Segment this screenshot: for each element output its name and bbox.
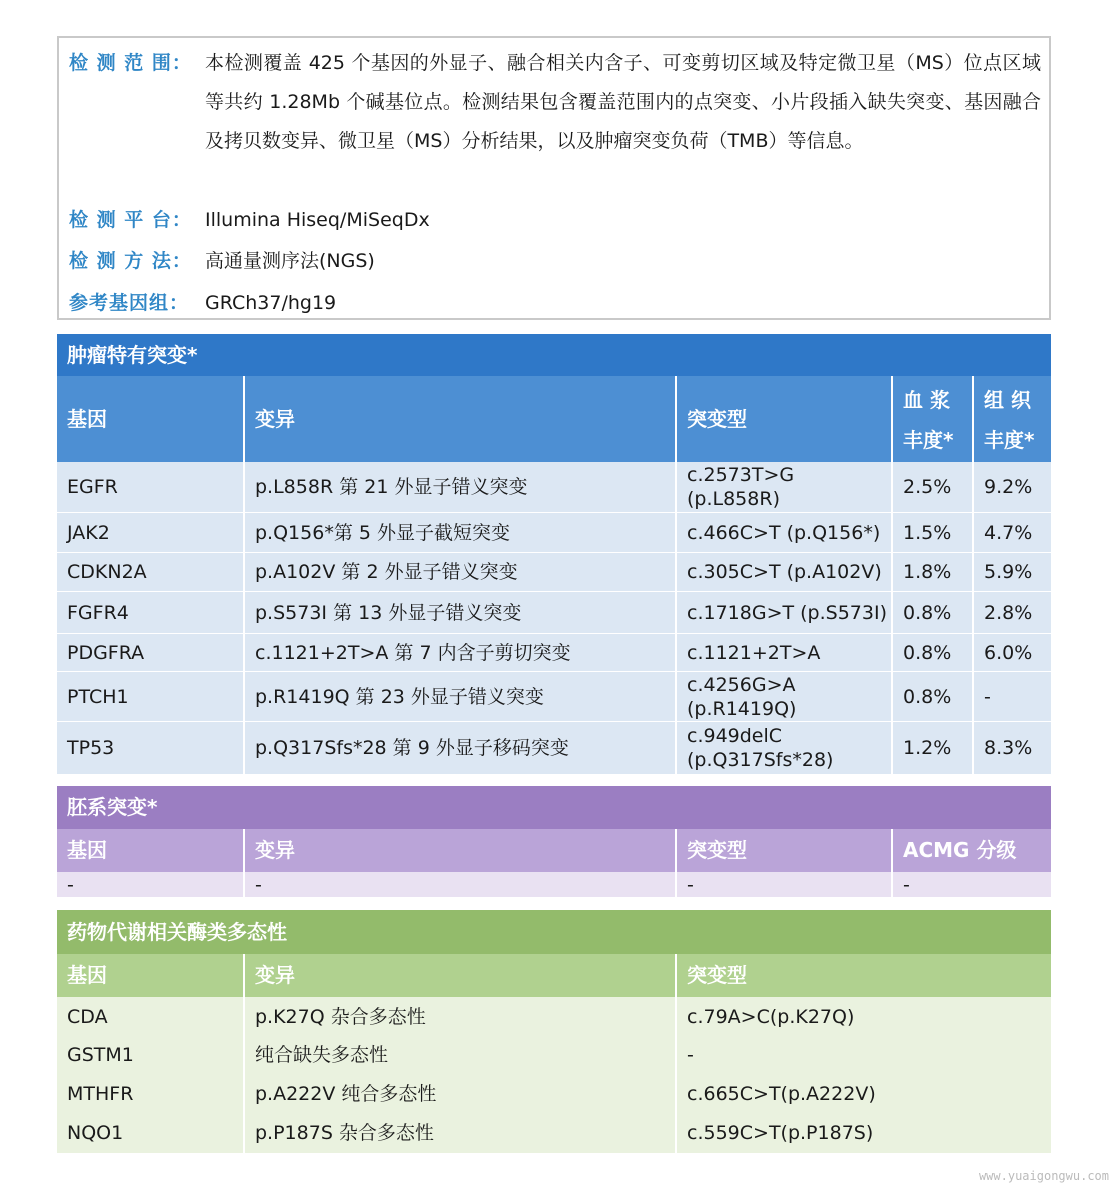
header-variant: 变异 — [255, 407, 295, 431]
cell-variant: p.K27Q 杂合多态性 — [255, 1005, 426, 1028]
header-mutation-type: 突变型 — [687, 838, 747, 862]
header-tissue-abundance — [974, 376, 1051, 462]
header-gene: 基因 — [67, 838, 107, 862]
col-divider — [675, 376, 677, 774]
cell-plasma-abundance: 1.8% — [903, 561, 952, 583]
cell-mutation-type: c.466C>T (p.Q156*) — [687, 521, 881, 544]
header-tissue-line2: 丰度* — [984, 428, 1035, 452]
info-box — [57, 36, 1051, 320]
cell-tissue-abundance: 6.0% — [984, 641, 1033, 664]
cell-tissue-abundance: - — [984, 685, 991, 708]
tumor-section — [57, 334, 1051, 774]
cell-variant: p.L858R 第 21 外显子错义突变 — [255, 476, 528, 498]
cell-tissue-abundance: 4.7% — [984, 521, 1033, 544]
header-gene: 基因 — [67, 407, 107, 431]
cell-mutation-type: c.665C>T(p.A222V) — [687, 1082, 876, 1105]
cell-acmg: - — [903, 873, 910, 896]
drug-metabolism-section — [57, 910, 1051, 1153]
table-row — [57, 462, 1051, 512]
col-divider — [891, 376, 893, 774]
cell-variant: 纯合缺失多态性 — [255, 1044, 389, 1066]
cell-gene: PTCH1 — [67, 685, 129, 708]
col-divider — [675, 954, 677, 1153]
table-row — [57, 722, 1051, 774]
cell-gene: MTHFR — [67, 1082, 134, 1105]
cell-mutation-type: c.559C>T(p.P187S) — [687, 1122, 874, 1144]
method-label: 检 测 方 法： — [69, 250, 192, 272]
cell-gene: CDKN2A — [67, 561, 147, 583]
cell-mutation-type: c.1718G>T (p.S573I) — [687, 601, 887, 624]
cell-variant: - — [255, 873, 262, 896]
cell-gene: TP53 — [67, 737, 115, 759]
germline-section — [57, 786, 1051, 897]
cell-tissue-abundance: 5.9% — [984, 561, 1033, 583]
col-divider — [675, 829, 677, 897]
cell-mutation-type: c.305C>T (p.A102V) — [687, 561, 882, 583]
header-variant: 变异 — [255, 838, 295, 862]
scope-label: 检 测 范 围： — [69, 52, 192, 74]
watermark: www.yuaigongwu.com — [978, 1169, 1109, 1183]
cell-gene: GSTM1 — [67, 1044, 134, 1066]
cell-mutation-type: - — [687, 873, 694, 896]
header-gene: 基因 — [67, 963, 107, 987]
cell-variant: p.Q156*第 5 外显子截短突变 — [255, 521, 510, 544]
cell-mutation-type: c.2573T>G (p.L858R) — [687, 464, 795, 510]
genome-label: 参考基因组： — [69, 292, 190, 314]
col-divider — [891, 829, 893, 897]
cell-plasma-abundance: 2.5% — [903, 476, 952, 498]
header-plasma-abundance — [893, 376, 972, 462]
cell-mutation-type: - — [687, 1044, 694, 1066]
drug-table-header — [57, 954, 1051, 997]
cell-variant: p.Q317Sfs*28 第 9 外显子移码突变 — [255, 737, 569, 759]
cell-tissue-abundance: 8.3% — [984, 737, 1033, 759]
header-plasma-line2: 丰度* — [903, 428, 954, 452]
col-divider — [972, 376, 974, 774]
header-variant: 变异 — [255, 963, 295, 987]
table-row — [57, 997, 1051, 1036]
platform-value: Illumina Hiseq/MiSeqDx — [205, 209, 430, 231]
method-value: 高通量测序法(NGS) — [205, 250, 375, 272]
cell-gene: EGFR — [67, 476, 118, 498]
germline-table-header — [57, 829, 1051, 872]
cell-plasma-abundance: 1.5% — [903, 521, 952, 544]
platform-label: 检 测 平 台： — [69, 209, 192, 231]
header-plasma-line1: 血 浆 — [903, 388, 950, 412]
cell-mutation-type: c.949delC (p.Q317Sfs*28) — [687, 725, 834, 771]
cell-variant: p.A222V 纯合多态性 — [255, 1082, 437, 1105]
cell-gene: - — [67, 873, 74, 896]
cell-plasma-abundance: 0.8% — [903, 601, 952, 624]
header-mutation-type: 突变型 — [687, 963, 747, 987]
germline-section-title: 胚系突变* — [57, 786, 1051, 829]
cell-gene: JAK2 — [67, 521, 110, 544]
header-tissue-line1: 组 织 — [984, 388, 1031, 412]
cell-variant: p.R1419Q 第 23 外显子错义突变 — [255, 685, 544, 708]
cell-gene: FGFR4 — [67, 601, 129, 624]
tumor-section-title: 肿瘤特有突变* — [57, 334, 1051, 376]
cell-gene: PDGFRA — [67, 641, 145, 664]
table-row — [57, 634, 1051, 671]
table-row — [57, 553, 1051, 591]
genome-value: GRCh37/hg19 — [205, 292, 337, 314]
col-divider — [243, 376, 245, 774]
table-row — [57, 872, 1051, 897]
cell-variant: p.S573I 第 13 外显子错义突变 — [255, 601, 522, 624]
cell-tissue-abundance: 9.2% — [984, 476, 1033, 498]
table-row — [57, 672, 1051, 721]
cell-gene: CDA — [67, 1005, 108, 1028]
table-row — [57, 513, 1051, 552]
cell-tissue-abundance: 2.8% — [984, 601, 1033, 624]
cell-variant: p.P187S 杂合多态性 — [255, 1122, 434, 1144]
header-mutation-type: 突变型 — [687, 407, 747, 431]
drug-section-title: 药物代谢相关酶类多态性 — [57, 910, 1051, 954]
cell-plasma-abundance: 1.2% — [903, 737, 952, 759]
table-row — [57, 1074, 1051, 1113]
cell-gene: NQO1 — [67, 1122, 124, 1144]
cell-plasma-abundance: 0.8% — [903, 641, 952, 664]
cell-variant: p.A102V 第 2 外显子错义突变 — [255, 561, 518, 583]
table-row — [57, 1113, 1051, 1153]
cell-mutation-type: c.1121+2T>A — [687, 641, 821, 664]
cell-variant: c.1121+2T>A 第 7 内含子剪切突变 — [255, 641, 571, 664]
table-row — [57, 592, 1051, 633]
header-acmg: ACMG 分级 — [903, 838, 1017, 862]
scope-value: 本检测覆盖 425 个基因的外显子、融合相关内含子、可变剪切区域及特定微卫星（MS）位点区域等共约 1.28Mb 个碱基位点。检测结果包含覆盖范围内的点突变、小片段插入缺失突变、基因融合及拷贝数变异、微卫星（MS）分析结果，以及肿瘤突变负荷（TMB）等信息。 — [205, 52, 1041, 152]
cell-mutation-type: c.4256G>A (p.R1419Q) — [687, 673, 797, 720]
table-row — [57, 1036, 1051, 1074]
cell-mutation-type: c.79A>C(p.K27Q) — [687, 1005, 855, 1028]
col-divider — [243, 954, 245, 1153]
tumor-table-header — [57, 376, 1051, 462]
cell-plasma-abundance: 0.8% — [903, 685, 952, 708]
col-divider — [243, 829, 245, 897]
